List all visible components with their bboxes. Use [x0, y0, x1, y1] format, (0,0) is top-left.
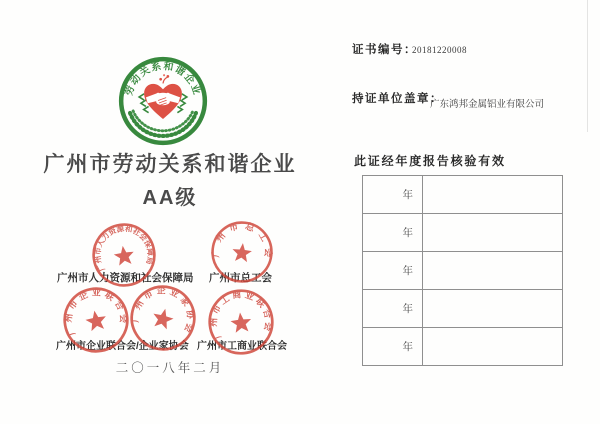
annual-verification-table — [362, 175, 563, 366]
table-row — [363, 176, 563, 214]
table-row — [363, 252, 563, 290]
seal-trade-union — [207, 217, 277, 287]
holder-stamp-label: 持证单位盖章： — [352, 93, 443, 105]
annual-verification-note: 此证经年度报告核验有效 — [354, 154, 506, 168]
blank-cell — [423, 328, 563, 366]
issuer-label-hr-bureau: 广州市人力资源和社会保障局 — [57, 272, 194, 284]
apple-handshake-emblem — [144, 74, 182, 119]
star-icon — [151, 306, 176, 330]
year-cell: 年 — [363, 176, 423, 214]
svg-text:广州市总工会: 广州市总工会 — [210, 220, 274, 264]
year-cell: 年 — [363, 328, 423, 366]
seal-enterprise-federation — [57, 281, 136, 360]
issuer-label-industry-commerce: 广州市工商业联合会 — [197, 341, 287, 352]
star-icon — [230, 311, 253, 333]
blank-cell — [423, 290, 563, 328]
harmonious-enterprise-logo — [118, 56, 208, 146]
logo-arc-text-holder: 劳动关系和谐企业 — [123, 60, 203, 98]
star-icon — [113, 244, 136, 266]
svg-text:广州市企业联合会: 广州市企业联合会 — [62, 287, 129, 338]
svg-text:广州市人力资源和社会保障局: 广州市人力资源和社会保障局 — [93, 224, 155, 273]
holder-company-name: 广东鸿邦金属铝业有限公司 — [430, 100, 545, 110]
star-icon — [84, 309, 108, 332]
certificate-grade: AA级 — [142, 187, 198, 209]
star-icon — [231, 242, 252, 262]
blank-cell — [423, 176, 563, 214]
year-cell: 年 — [363, 290, 423, 328]
table-row — [363, 290, 563, 328]
issuer-label-trade-union: 广州市总工会 — [209, 272, 272, 284]
year-cell: 年 — [363, 252, 423, 290]
table-row — [363, 328, 563, 366]
table-row — [363, 214, 563, 252]
svg-text:广州市企业家协会: 广州市企业家协会 — [130, 285, 196, 338]
blank-cell — [423, 214, 563, 252]
certificate-title: 广州市劳动关系和谐企业 — [43, 153, 297, 176]
svg-text:广州市工商业联合会: 广州市工商业联合会 — [208, 289, 274, 341]
blank-cell — [423, 252, 563, 290]
cert-number-label: 证书编号： — [352, 44, 417, 56]
page-fold-line — [587, 0, 588, 132]
year-cell: 年 — [363, 214, 423, 252]
issue-date: 二〇一八年二月 — [115, 361, 225, 375]
scan-edge-artifact — [0, 0, 600, 2]
issuer-label-enterprise-federation: 广州市企业联合会/企业家协会 — [56, 341, 189, 352]
seal-industry-commerce — [204, 285, 279, 360]
cert-number-value: 20181220008 — [412, 45, 467, 55]
